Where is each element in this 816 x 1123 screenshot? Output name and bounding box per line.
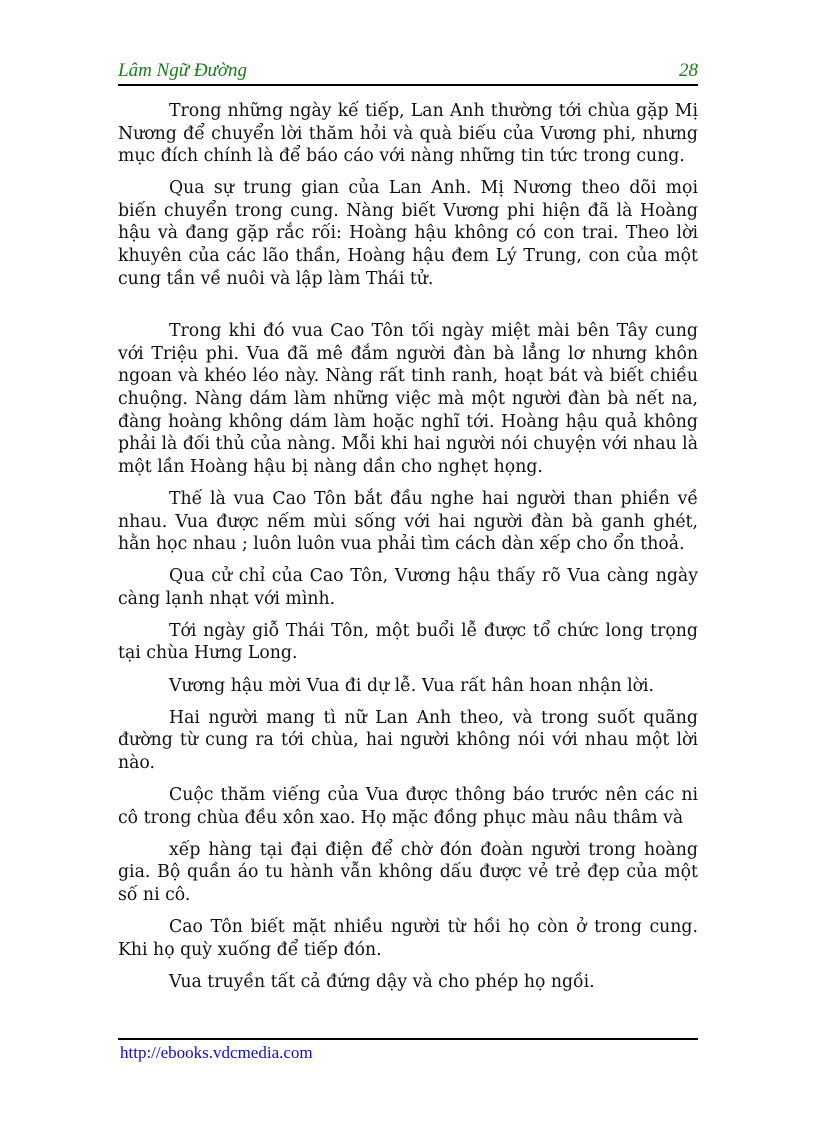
- paragraph: Vương hậu mời Vua đi dự lễ. Vua rất hân hoan nhận lời.: [169, 675, 655, 696]
- body-text: [118, 100, 698, 1003]
- paragraph: Vua truyền tất cả đứng dậy và cho phép họ ngồi.: [169, 971, 595, 992]
- paragraph: Cao Tôn biết mặt nhiều người từ hồi họ còn ở trong cung. Khi họ quỳ xuống để tiếp đón.: [118, 916, 698, 960]
- paragraph: Trong khi đó vua Cao Tôn tối ngày miệt mài bên Tây cung với Triệu phi. Vua đã mê đắm người đàn bà lẳng lơ nhưng khôn ngoan và khéo léo này. Nàng rất tinh ranh, hoạt bát và biết chiều chuộng. Nàng dám làm những việc mà một người đàn bà nết na, đàng hoàng không dám làm hoặc nghĩ tới. Hoàng hậu quả không phải là đối thủ của nàng. Mỗi khi hai người nói chuyện với nhau là một lần Hoàng hậu bị nàng dần cho nghẹt họng.: [118, 321, 698, 477]
- footer-url-link[interactable]: http://ebooks.vdcmedia.com: [120, 1043, 313, 1062]
- paragraph: Qua cử chỉ của Cao Tôn, Vương hậu thấy rõ Vua càng ngày càng lạnh nhạt với mình.: [118, 566, 698, 609]
- paragraph: Trong những ngày kế tiếp, Lan Anh thường tới chùa gặp Mị Nương để chuyển lời thăm hỏi và quà biếu của Vương phi, nhưng mục đích chính là để báo cáo với nàng những tin tức trong cung.: [118, 101, 698, 167]
- footer-divider: [118, 1038, 698, 1040]
- paragraph: Tới ngày giỗ Thái Tôn, một buổi lễ được tổ chức long trọng tại chùa Hưng Long.: [118, 620, 698, 664]
- page-number: 28: [679, 60, 698, 81]
- paragraph: Hai người mang tì nữ Lan Anh theo, và trong suốt quãng đường từ cung ra tới chùa, hai người không nói với nhau một lời nào.: [118, 707, 698, 773]
- paragraph: xếp hàng tại đại điện để chờ đón đoàn người trong hoàng gia. Bộ quần áo tu hành vẫn không dấu được vẻ trẻ đẹp của một số ni cô.: [118, 839, 698, 905]
- paragraph: Thế là vua Cao Tôn bắt đầu nghe hai người than phiền về nhau. Vua được nếm mùi sống với hai người đàn bà ganh ghét, hằn học nhau ; luôn luôn vua phải tìm cách dàn xếp cho ổn thoả.: [118, 488, 698, 555]
- book-title: Lâm Ngữ Đường: [118, 60, 248, 81]
- paragraph: Cuộc thăm viếng của Vua được thông báo trước nên các ni cô trong chùa đều xôn xao. Họ mặc đồng phục màu nâu thâm và: [118, 784, 698, 828]
- page-header: [118, 58, 698, 86]
- paragraph: Qua sự trung gian của Lan Anh. Mị Nương theo dõi mọi biến chuyển trong cung. Nàng biết Vương phi hiện đã là Hoàng hậu và đang gặp rắc rối: Hoàng hậu không có con trai. Theo lời khuyên của các lão thần, Hoàng hậu đem Lý Trung, con của một cung tần về nuôi và lập làm Thái tử.: [118, 178, 698, 289]
